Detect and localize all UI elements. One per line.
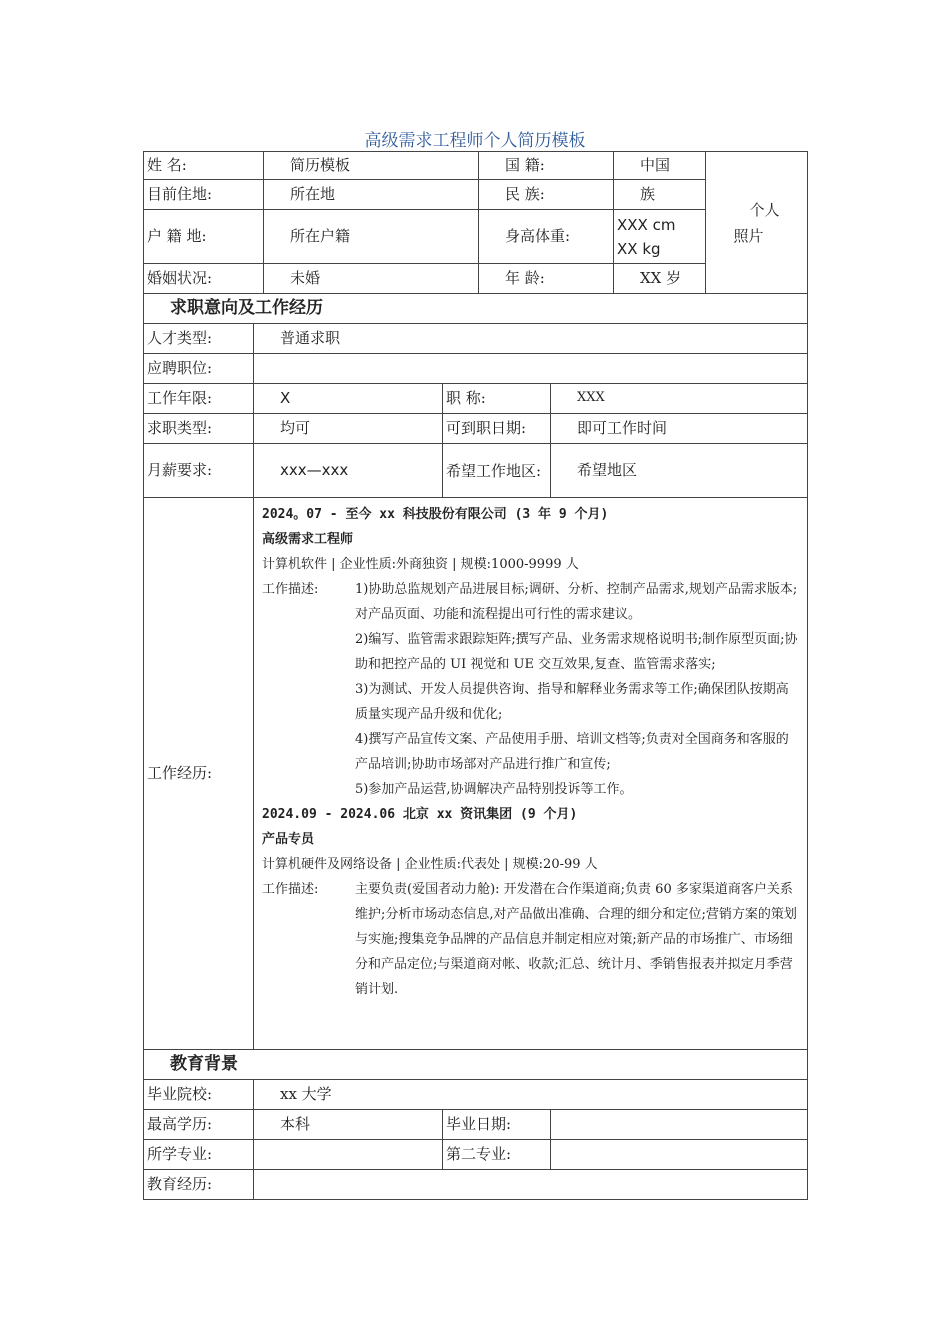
- age-value: XX 岁: [614, 264, 706, 294]
- experience-header: 2024。07 - 至今 xx 科技股份有限公司 (3 年 9 个月): [262, 507, 609, 522]
- experience-position: 高级需求工程师: [262, 532, 354, 547]
- experience-description: [262, 877, 801, 1002]
- residence-value: 所在地: [264, 180, 479, 210]
- major-label: 所学专业:: [144, 1140, 254, 1170]
- degree-label: 最高学历:: [144, 1110, 254, 1140]
- years-label: 工作年限:: [144, 384, 254, 414]
- experience-meta: 计算机软件 | 企业性质:外商独资 | 规模:1000-9999 人: [262, 557, 579, 572]
- experience-entry: [262, 802, 801, 1002]
- job-type-value: 均可: [254, 414, 443, 444]
- position-value: [254, 354, 808, 384]
- position-label: 应聘职位:: [144, 354, 254, 384]
- nation-label: 国 籍:: [479, 152, 614, 180]
- marital-label: 婚姻状况:: [144, 264, 264, 294]
- experience-position: 产品专员: [262, 832, 315, 847]
- talent-type-label: 人才类型:: [144, 324, 254, 354]
- description-item: 5)参加产品运营,协调解决产品特别投诉等工作。: [355, 782, 633, 797]
- ethnic-value: 族: [614, 180, 706, 210]
- education-history-value: [254, 1170, 808, 1200]
- experience-content: [254, 498, 808, 1050]
- experience-label: 工作经历:: [144, 498, 254, 1050]
- name-label: 姓 名:: [144, 152, 264, 180]
- basic-info-table: [143, 151, 808, 294]
- height-weight-value: [614, 210, 706, 264]
- location-label: 希望工作地区:: [443, 444, 551, 498]
- description-item: 4)撰写产品宣传文案、产品使用手册、培训文档等;负责对全国商务和客服的产品培训;协助市场部对产品进行推广和宣传;: [355, 732, 789, 772]
- description-list: [355, 877, 801, 1002]
- description-list: [355, 577, 801, 802]
- marital-value: 未婚: [264, 264, 479, 294]
- job-type-label: 求职类型:: [144, 414, 254, 444]
- years-value: X: [254, 384, 443, 414]
- description-item: 2)编写、监管需求跟踪矩阵;撰写产品、业务需求规格说明书;制作原型页面;协助和把控产品的 UI 视觉和 UE 交互效果,复查、监管需求落实;: [355, 632, 798, 672]
- education-section-title: 教育背景: [144, 1050, 808, 1080]
- description-item: 1)协助总监规划产品进展目标;调研、分析、控制产品需求,规划产品需求版本;对产品页面、功能和流程提出可行性的需求建议。: [355, 582, 798, 622]
- experience-description: [262, 577, 801, 802]
- experience-entry: [262, 502, 801, 802]
- height-weight-label: 身高体重:: [479, 210, 614, 264]
- height-value: XXX cm: [617, 215, 676, 234]
- weight-value: XX kg: [617, 239, 661, 258]
- salary-value: xxx—xxx: [254, 444, 443, 498]
- description-label: 工作描述:: [262, 582, 319, 597]
- graduation-date-value: [551, 1110, 808, 1140]
- talent-type-value: 普通求职: [254, 324, 808, 354]
- page-title: 高级需求工程师个人简历模板: [364, 131, 586, 151]
- start-date-label: 可到职日期:: [443, 414, 551, 444]
- residence-label: 目前住地:: [144, 180, 264, 210]
- start-date-value: 即可工作时间: [551, 414, 808, 444]
- experience-meta: 计算机硬件及网络设备 | 企业性质:代表处 | 规模:20-99 人: [262, 857, 598, 872]
- job-table: [143, 293, 808, 1050]
- job-section-title: 求职意向及工作经历: [144, 294, 808, 324]
- hukou-value: 所在户籍: [264, 210, 479, 264]
- second-major-value: [551, 1140, 808, 1170]
- resume-sheet: [143, 151, 807, 1200]
- age-label: 年 龄:: [479, 264, 614, 294]
- school-label: 毕业院校:: [144, 1080, 254, 1110]
- photo-box: [706, 152, 808, 294]
- education-table: [143, 1049, 808, 1200]
- salary-label: 月薪要求:: [144, 444, 254, 498]
- description-item: 3)为测试、开发人员提供咨询、指导和解释业务需求等工作;确保团队按期高质量实现产品升级和优化;: [355, 682, 789, 722]
- experience-header: 2024.09 - 2024.06 北京 xx 资讯集团 (9 个月): [262, 807, 578, 822]
- photo-label-line2: 照片: [733, 226, 764, 245]
- hukou-label: 户 籍 地:: [144, 210, 264, 264]
- school-value: xx 大学: [254, 1080, 808, 1110]
- ethnic-label: 民 族:: [479, 180, 614, 210]
- location-value: 希望地区: [551, 444, 808, 498]
- nation-value: 中国: [614, 152, 706, 180]
- education-history-label: 教育经历:: [144, 1170, 254, 1200]
- graduation-date-label: 毕业日期:: [443, 1110, 551, 1140]
- major-value: [254, 1140, 443, 1170]
- description-item: 主要负责(爱国者动力舱): 开发潜在合作渠道商;负责 60 多家渠道商客户关系维护;分析市场动态信息,对产品做出准确、合理的细分和定位;营销方案的策划与实施;搜集竞争品牌的产品信息并制定相应对策;新产品的市场推广、市场细分和产品定位;与渠道商对帐、收款;汇总、统计月、季销售报表并拟定月季营销计划.: [355, 882, 797, 997]
- name-value: 简历模板: [264, 152, 479, 180]
- title-label: 职 称:: [443, 384, 551, 414]
- photo-label-line1: 个人: [749, 200, 780, 219]
- second-major-label: 第二专业:: [443, 1140, 551, 1170]
- description-label: 工作描述:: [262, 882, 319, 897]
- title-value: XXX: [551, 384, 808, 414]
- degree-value: 本科: [254, 1110, 443, 1140]
